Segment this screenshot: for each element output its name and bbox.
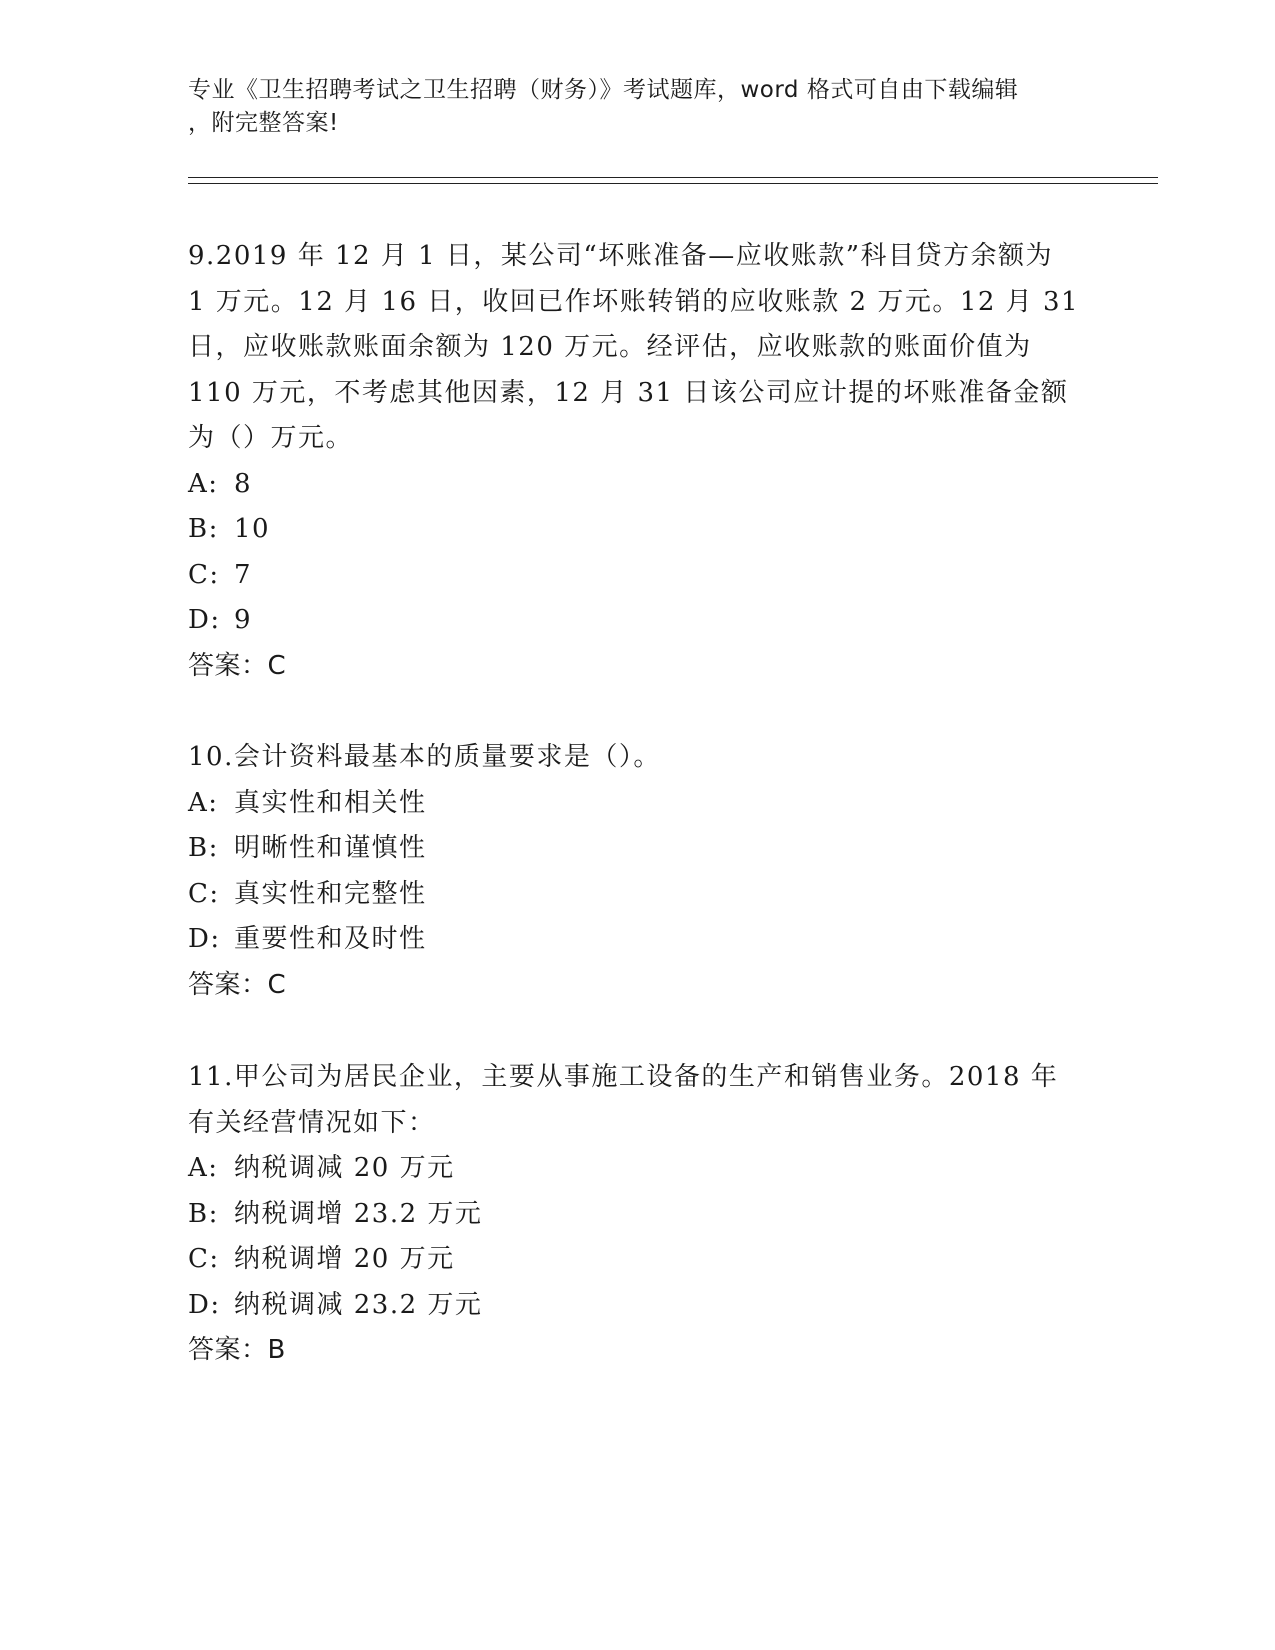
option-text: 纳税调减 20 万元 <box>234 1153 455 1183</box>
option-text: 纳税调增 20 万元 <box>234 1244 455 1274</box>
option-c <box>188 1237 1088 1283</box>
option-key: D: <box>188 924 221 954</box>
option-key: C: <box>188 559 220 590</box>
option-d <box>188 917 1088 963</box>
answer-line: 答案：B <box>188 1335 286 1365</box>
header-line-1: 专业《卫生招聘考试之卫生招聘（财务）》考试题库，word 格式可自由下载编辑 <box>188 77 1019 103</box>
question-stem <box>188 1055 1088 1146</box>
question-stem <box>188 234 1088 462</box>
option-text: 8 <box>234 468 253 499</box>
option-key: B: <box>188 1198 219 1229</box>
header-divider-bottom <box>188 183 1158 184</box>
stem-line: 日，应收账款账面余额为 120 万元。经评估，应收账款的账面价值为 <box>188 332 1032 362</box>
option-text: 7 <box>234 559 253 590</box>
option-c <box>188 872 1088 918</box>
stem-line: 为（）万元。 <box>188 423 354 453</box>
question-10 <box>188 735 1088 1008</box>
option-c <box>188 553 1088 599</box>
option-key: A: <box>188 787 219 818</box>
option-a <box>188 462 1088 508</box>
question-11 <box>188 1055 1088 1374</box>
stem-line: 110 万元，不考虑其他因素，12 月 31 日该公司应计提的坏账准备金额 <box>188 377 1069 408</box>
option-a <box>188 1146 1088 1192</box>
option-text: 明晰性和谨慎性 <box>234 833 427 863</box>
option-text: 纳税调减 23.2 万元 <box>234 1289 483 1320</box>
stem-line: 1 万元。12 月 16 日，收回已作坏账转销的应收账款 2 万元。12 月 31 <box>188 286 1080 317</box>
question-9 <box>188 234 1088 689</box>
option-key: B: <box>188 514 219 544</box>
header-divider-top <box>188 177 1158 178</box>
option-text: 纳税调增 23.2 万元 <box>234 1198 483 1229</box>
option-key: C: <box>188 1244 220 1274</box>
option-b <box>188 1192 1088 1238</box>
option-text: 真实性和相关性 <box>234 787 427 818</box>
option-d <box>188 598 1088 644</box>
stem-line: 10.会计资料最基本的质量要求是（）。 <box>188 742 661 772</box>
header-line-2: ，附完整答案! <box>188 110 339 136</box>
option-b <box>188 507 1088 553</box>
option-key: C: <box>188 878 220 909</box>
option-text: 真实性和完整性 <box>234 878 427 909</box>
option-text: 重要性和及时性 <box>234 924 427 954</box>
option-key: A: <box>188 1153 219 1183</box>
option-d <box>188 1283 1088 1329</box>
option-key: A: <box>188 468 219 499</box>
stem-line: 有关经营情况如下： <box>188 1107 436 1138</box>
answer-line: 答案：C <box>188 969 287 1000</box>
stem-line: 9.2019 年 12 月 1 日，某公司“坏账准备—应收账款”科目贷方余额为 <box>188 241 1054 271</box>
stem-line: 11.甲公司为居民企业，主要从事施工设备的生产和销售业务。2018 年 <box>188 1062 1059 1092</box>
option-b <box>188 826 1088 872</box>
question-stem <box>188 735 1088 781</box>
answer-line: 答案：C <box>188 650 287 681</box>
option-key: D: <box>188 1289 221 1320</box>
option-key: D: <box>188 605 221 635</box>
option-a <box>188 781 1088 827</box>
option-key: B: <box>188 833 219 863</box>
option-text: 10 <box>234 514 271 544</box>
option-text: 9 <box>234 605 253 635</box>
document-header <box>188 74 1068 140</box>
